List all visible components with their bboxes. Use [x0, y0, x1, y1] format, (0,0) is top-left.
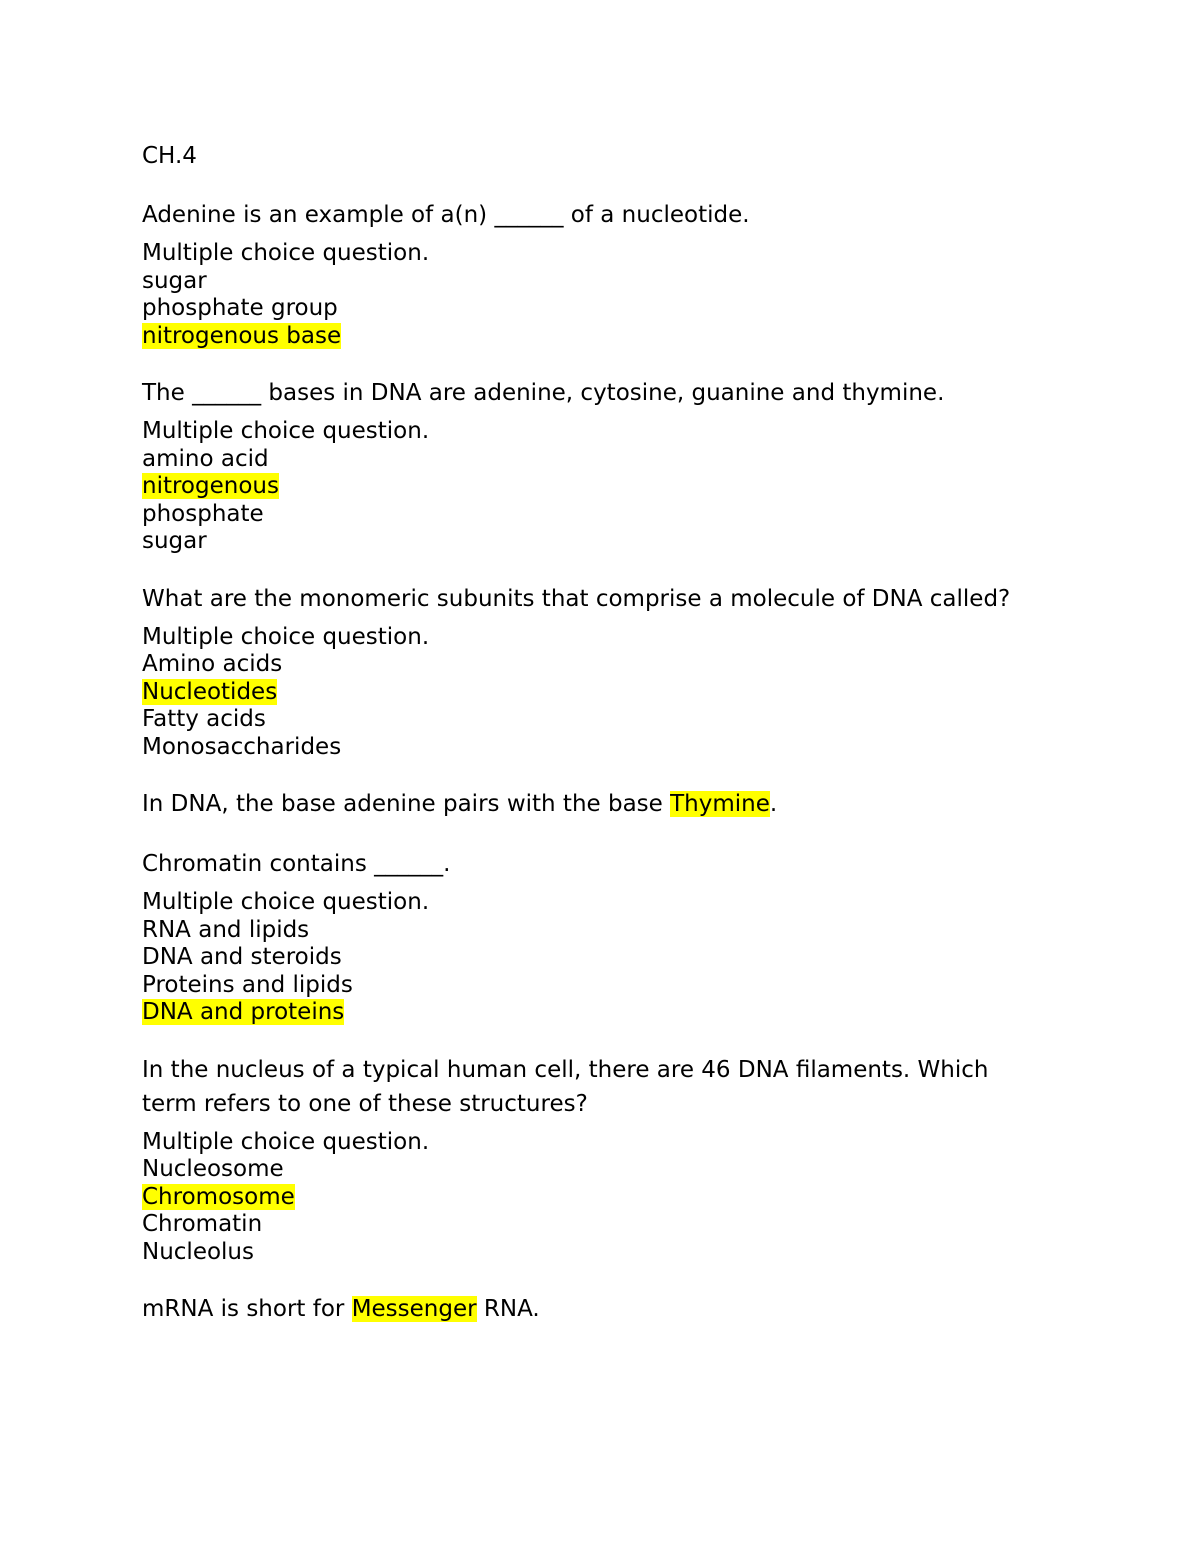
highlighted-answer: Chromosome — [142, 1183, 295, 1210]
option: Proteins and lipids — [142, 971, 353, 998]
question-text: In DNA, the base adenine pairs with the base Thymine. — [142, 791, 778, 817]
question-block-2 — [142, 376, 1042, 556]
question-text: mRNA is short for Messenger RNA. — [142, 1296, 540, 1322]
question-block-3 — [142, 582, 1042, 762]
question-block-6 — [142, 1053, 1042, 1267]
option: sugar — [142, 528, 207, 554]
question-text: What are the monomeric subunits that comprise a molecule of DNA called? — [142, 585, 1011, 612]
highlighted-answer: DNA and proteins — [142, 999, 345, 1025]
option: phosphate — [142, 500, 264, 527]
highlighted-answer: Thymine — [670, 791, 770, 817]
option: RNA and lipids — [142, 916, 310, 943]
highlighted-answer: nitrogenous — [142, 473, 279, 499]
question-text: Chromatin contains ______. — [142, 851, 451, 877]
mc-label: Multiple choice question. — [142, 1128, 430, 1155]
option: Nucleolus — [142, 1238, 254, 1265]
highlighted-answer: nitrogenous base — [142, 322, 342, 349]
mc-label: Multiple choice question. — [142, 240, 430, 266]
option-correct — [142, 473, 1042, 501]
option: amino acid — [142, 445, 269, 472]
option-correct — [142, 323, 1042, 351]
question-text: Adenine is an example of a(n) ______ of a nucleotide. — [142, 202, 750, 228]
mc-label: Multiple choice question. — [142, 889, 430, 915]
chapter-heading: CH.4 — [142, 143, 197, 169]
option-correct — [142, 1184, 1042, 1212]
question-block-1 — [142, 198, 1042, 350]
document-page — [142, 140, 1042, 1352]
option-correct — [142, 679, 1042, 707]
option: Nucleosome — [142, 1156, 284, 1182]
option: Monosaccharides — [142, 733, 342, 760]
option: phosphate group — [142, 295, 338, 321]
highlighted-answer: Messenger — [351, 1296, 477, 1322]
option: Fatty acids — [142, 706, 266, 732]
option: Amino acids — [142, 651, 283, 677]
option: Chromatin — [142, 1211, 263, 1237]
highlighted-answer: Nucleotides — [142, 678, 278, 705]
question-text: The ______ bases in DNA are adenine, cytosine, guanine and thymine. — [142, 380, 945, 406]
question-block-7 — [142, 1292, 1042, 1326]
mc-label: Multiple choice question. — [142, 418, 430, 444]
question-block-5 — [142, 847, 1042, 1027]
question-text: In the nucleus of a typical human cell, there are 46 DNA filaments. Which term refers to one of these structures? — [142, 1056, 989, 1117]
mc-label: Multiple choice question. — [142, 623, 430, 650]
option: sugar — [142, 267, 207, 294]
question-block-4 — [142, 787, 1042, 821]
option-correct — [142, 999, 1042, 1027]
option: DNA and steroids — [142, 944, 342, 970]
